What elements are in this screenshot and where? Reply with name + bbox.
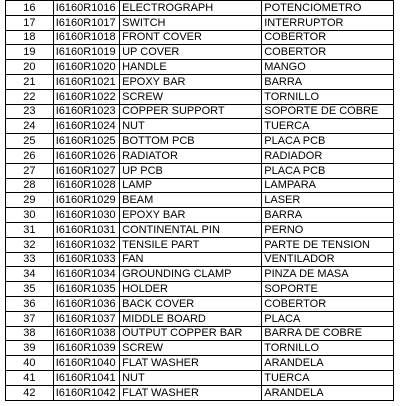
- part-name-spanish-cell: PERNO: [262, 222, 394, 237]
- table-row: [6, 45, 394, 60]
- part-name-english-cell: CONTINENTAL PIN: [120, 222, 262, 237]
- part-number-cell: 35: [6, 282, 54, 297]
- table-row: [6, 15, 394, 30]
- part-code-cell: I6160R1016: [53, 1, 119, 16]
- part-name-spanish-cell: BARRA DE COBRE: [262, 326, 394, 341]
- part-number-cell: 36: [6, 296, 54, 311]
- part-number-cell: 21: [6, 74, 54, 89]
- part-name-spanish-cell: POTENCIOMETRO: [262, 1, 394, 16]
- table-row: [6, 237, 394, 252]
- part-code-cell: I6160R1018: [53, 30, 119, 45]
- part-name-spanish-cell: SOPORTE: [262, 282, 394, 297]
- part-number-cell: 20: [6, 60, 54, 75]
- part-name-spanish-cell: PLACA: [262, 311, 394, 326]
- part-name-english-cell: FRONT COVER: [120, 30, 262, 45]
- part-name-english-cell: SCREW: [120, 89, 262, 104]
- table-row: [6, 163, 394, 178]
- part-name-english-cell: BEAM: [120, 193, 262, 208]
- part-name-english-cell: ELECTROGRAPH: [120, 1, 262, 16]
- table-row: [6, 326, 394, 341]
- part-name-spanish-cell: INTERRUPTOR: [262, 15, 394, 30]
- part-name-english-cell: COPPER SUPPORT: [120, 104, 262, 119]
- part-name-english-cell: EPOXY BAR: [120, 208, 262, 223]
- part-code-cell: I6160R1022: [53, 89, 119, 104]
- part-number-cell: 26: [6, 148, 54, 163]
- part-name-english-cell: NUT: [120, 370, 262, 385]
- part-name-english-cell: UP COVER: [120, 45, 262, 60]
- table-row: [6, 356, 394, 371]
- table-row: [6, 119, 394, 134]
- part-number-cell: 29: [6, 193, 54, 208]
- part-code-cell: I6160R1026: [53, 148, 119, 163]
- part-code-cell: I6160R1020: [53, 60, 119, 75]
- table-row: [6, 296, 394, 311]
- part-name-spanish-cell: MANGO: [262, 60, 394, 75]
- table-row: [6, 74, 394, 89]
- part-number-cell: 41: [6, 370, 54, 385]
- part-code-cell: I6160R1033: [53, 252, 119, 267]
- part-name-english-cell: GROUNDING CLAMP: [120, 267, 262, 282]
- part-name-spanish-cell: PLACA PCB: [262, 134, 394, 149]
- table-row: [6, 134, 394, 149]
- part-name-english-cell: MIDDLE BOARD: [120, 311, 262, 326]
- table-row: [6, 178, 394, 193]
- table-row: [6, 370, 394, 385]
- part-code-cell: I6160R1019: [53, 45, 119, 60]
- part-name-spanish-cell: LASER: [262, 193, 394, 208]
- part-code-cell: I6160R1041: [53, 370, 119, 385]
- part-number-cell: 31: [6, 222, 54, 237]
- part-code-cell: I6160R1035: [53, 282, 119, 297]
- part-number-cell: 40: [6, 356, 54, 371]
- part-code-cell: I6160R1042: [53, 385, 119, 400]
- part-number-cell: 23: [6, 104, 54, 119]
- part-code-cell: I6160R1037: [53, 311, 119, 326]
- part-name-spanish-cell: RADIADOR: [262, 148, 394, 163]
- part-name-english-cell: FAN: [120, 252, 262, 267]
- part-name-english-cell: HANDLE: [120, 60, 262, 75]
- part-number-cell: 16: [6, 1, 54, 16]
- part-name-spanish-cell: COBERTOR: [262, 296, 394, 311]
- table-row: [6, 1, 394, 16]
- part-number-cell: 34: [6, 267, 54, 282]
- part-name-english-cell: UP PCB: [120, 163, 262, 178]
- part-name-spanish-cell: PINZA DE MASA: [262, 267, 394, 282]
- table-row: [6, 89, 394, 104]
- part-code-cell: I6160R1039: [53, 341, 119, 356]
- part-number-cell: 27: [6, 163, 54, 178]
- table-row: [6, 148, 394, 163]
- part-name-english-cell: OUTPUT COPPER BAR: [120, 326, 262, 341]
- part-code-cell: I6160R1032: [53, 237, 119, 252]
- part-code-cell: I6160R1031: [53, 222, 119, 237]
- part-name-spanish-cell: LAMPARA: [262, 178, 394, 193]
- part-number-cell: 17: [6, 15, 54, 30]
- part-number-cell: 25: [6, 134, 54, 149]
- table-row: [6, 282, 394, 297]
- part-name-spanish-cell: PARTE DE TENSION: [262, 237, 394, 252]
- part-name-english-cell: HOLDER: [120, 282, 262, 297]
- part-code-cell: I6160R1028: [53, 178, 119, 193]
- part-code-cell: I6160R1034: [53, 267, 119, 282]
- part-number-cell: 42: [6, 385, 54, 400]
- part-name-english-cell: SCREW: [120, 341, 262, 356]
- part-name-spanish-cell: ARANDELA: [262, 385, 394, 400]
- parts-table: [5, 0, 394, 401]
- table-row: [6, 341, 394, 356]
- part-code-cell: I6160R1021: [53, 74, 119, 89]
- part-code-cell: I6160R1024: [53, 119, 119, 134]
- part-code-cell: I6160R1036: [53, 296, 119, 311]
- table-row: [6, 104, 394, 119]
- part-name-spanish-cell: ARANDELA: [262, 356, 394, 371]
- part-name-spanish-cell: TORNILLO: [262, 89, 394, 104]
- part-name-spanish-cell: TUERCA: [262, 119, 394, 134]
- part-name-english-cell: TENSILE PART: [120, 237, 262, 252]
- part-number-cell: 33: [6, 252, 54, 267]
- table-row: [6, 311, 394, 326]
- table-row: [6, 252, 394, 267]
- table-row: [6, 222, 394, 237]
- part-code-cell: I6160R1029: [53, 193, 119, 208]
- part-code-cell: I6160R1027: [53, 163, 119, 178]
- part-name-english-cell: EPOXY BAR: [120, 74, 262, 89]
- part-number-cell: 39: [6, 341, 54, 356]
- part-name-english-cell: FLAT WASHER: [120, 356, 262, 371]
- part-code-cell: I6160R1038: [53, 326, 119, 341]
- part-name-spanish-cell: BARRA: [262, 208, 394, 223]
- part-name-english-cell: BOTTOM PCB: [120, 134, 262, 149]
- table-row: [6, 193, 394, 208]
- table-row: [6, 267, 394, 282]
- part-code-cell: I6160R1025: [53, 134, 119, 149]
- part-name-english-cell: BACK COVER: [120, 296, 262, 311]
- part-number-cell: 38: [6, 326, 54, 341]
- part-name-spanish-cell: VENTILADOR: [262, 252, 394, 267]
- part-name-spanish-cell: COBERTOR: [262, 45, 394, 60]
- part-code-cell: I6160R1023: [53, 104, 119, 119]
- part-name-spanish-cell: TUERCA: [262, 370, 394, 385]
- part-number-cell: 30: [6, 208, 54, 223]
- table-row: [6, 208, 394, 223]
- table-row: [6, 385, 394, 400]
- table-row: [6, 30, 394, 45]
- part-code-cell: I6160R1030: [53, 208, 119, 223]
- part-name-spanish-cell: PLACA PCB: [262, 163, 394, 178]
- parts-table-body: [6, 1, 394, 401]
- part-name-spanish-cell: TORNILLO: [262, 341, 394, 356]
- part-name-english-cell: SWITCH: [120, 15, 262, 30]
- part-number-cell: 24: [6, 119, 54, 134]
- part-name-english-cell: RADIATOR: [120, 148, 262, 163]
- part-number-cell: 19: [6, 45, 54, 60]
- part-name-english-cell: LAMP: [120, 178, 262, 193]
- part-name-spanish-cell: BARRA: [262, 74, 394, 89]
- part-name-english-cell: FLAT WASHER: [120, 385, 262, 400]
- part-name-spanish-cell: COBERTOR: [262, 30, 394, 45]
- part-number-cell: 22: [6, 89, 54, 104]
- part-name-spanish-cell: SOPORTE DE COBRE: [262, 104, 394, 119]
- part-code-cell: I6160R1040: [53, 356, 119, 371]
- table-row: [6, 60, 394, 75]
- part-number-cell: 28: [6, 178, 54, 193]
- part-number-cell: 32: [6, 237, 54, 252]
- part-code-cell: I6160R1017: [53, 15, 119, 30]
- part-number-cell: 18: [6, 30, 54, 45]
- part-number-cell: 37: [6, 311, 54, 326]
- part-name-english-cell: NUT: [120, 119, 262, 134]
